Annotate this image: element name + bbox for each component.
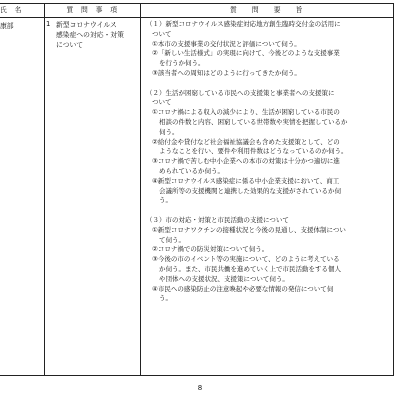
gist-line: （３）市の対応・対策と市民活動の支援について bbox=[146, 215, 289, 224]
gist-line: （１）新型コロナウイルス感染症対応地方創生臨時交付金の活用に bbox=[146, 20, 341, 28]
gist-line: ようなことを行い、要件や利用件数はどうなっているのか伺う。 bbox=[159, 147, 348, 156]
header-item: 質 問 事 項 bbox=[66, 6, 118, 14]
question-item bbox=[56, 20, 136, 50]
gist-line: ②「新しい生活様式」の実現に向けて、今後どのような支援事業 bbox=[152, 49, 340, 58]
gist-line: ④新型コロナウイルス感染症に係る中小企業支援において、商工 bbox=[152, 176, 340, 185]
gist-line: （２）生活が困窮している市民への支援策と事業者への支援策に bbox=[146, 88, 335, 97]
gist-line: ①新型コロナワクチンの接種状況と今後の見通し、支援体制につい bbox=[152, 225, 346, 234]
gist-line: う。 bbox=[159, 294, 172, 303]
column-divider bbox=[393, 3, 394, 375]
question-gist bbox=[146, 20, 392, 304]
gist-line: を行うか伺う。 bbox=[159, 59, 205, 68]
item-number: 1 bbox=[46, 20, 51, 28]
gist-line: ②コロナ禍での防災対策について伺う。 bbox=[152, 245, 269, 254]
gist-line: ③コロナ禍で苦しむ中小企業への本市の対策は十分かつ適切に進 bbox=[152, 157, 340, 166]
header-name: 氏 名 bbox=[0, 6, 22, 14]
gist-line: ④市民への感染防止の注意喚起や必要な情報の発信について伺 bbox=[152, 284, 334, 293]
gist-line: ①コロナ禍による収入の減少により、生活が困窮している市民の bbox=[152, 108, 340, 117]
table-bottom-border bbox=[0, 375, 394, 376]
gist-line: ついて bbox=[152, 29, 172, 38]
gist-line: 相談の件数と内容、困窮している世帯数や実情を把握しているか bbox=[159, 117, 348, 126]
gist-line: ③今後の市のイベント等の実施について、どのように考えている bbox=[152, 255, 340, 264]
header-bottom-border bbox=[0, 17, 394, 18]
gist-line: 会議所等の支援機関と連携した効果的な支援がされているか伺 bbox=[159, 186, 341, 195]
question-item-line: について bbox=[56, 41, 84, 49]
gist-line: ①本市の支援事業の交付状況と評価について伺う。 bbox=[152, 39, 301, 48]
gist-line: や団体への支援状況、支援策について伺う。 bbox=[159, 274, 289, 283]
gist-spacer bbox=[146, 79, 392, 89]
question-item-line: 新型コロナウイルス bbox=[56, 21, 117, 29]
question-item-line: 感染症への対応・対策 bbox=[56, 31, 124, 39]
gist-line: ついて bbox=[152, 98, 172, 107]
gist-line: て伺う。 bbox=[159, 235, 185, 244]
gist-line: ③該当者への周知はどのように行ってきたか伺う。 bbox=[152, 68, 301, 77]
column-divider bbox=[44, 3, 45, 375]
questioner-name: 康部 bbox=[0, 22, 14, 30]
column-divider bbox=[140, 3, 141, 375]
header-gist: 質 問 要 旨 bbox=[230, 6, 303, 14]
gist-line: められているか伺う。 bbox=[159, 166, 224, 175]
gist-line: 伺う。 bbox=[159, 127, 179, 136]
gist-line: う。 bbox=[159, 196, 172, 205]
gist-spacer bbox=[146, 206, 392, 216]
question-table bbox=[0, 3, 394, 375]
page-number: 8 bbox=[197, 384, 203, 392]
gist-line: ②給付金や貸付など社会福祉協議会も含めた支援策として、どの bbox=[152, 137, 340, 146]
gist-line: か伺う。また、市民共働を進めていく上で市民活動をする個人 bbox=[159, 264, 341, 273]
